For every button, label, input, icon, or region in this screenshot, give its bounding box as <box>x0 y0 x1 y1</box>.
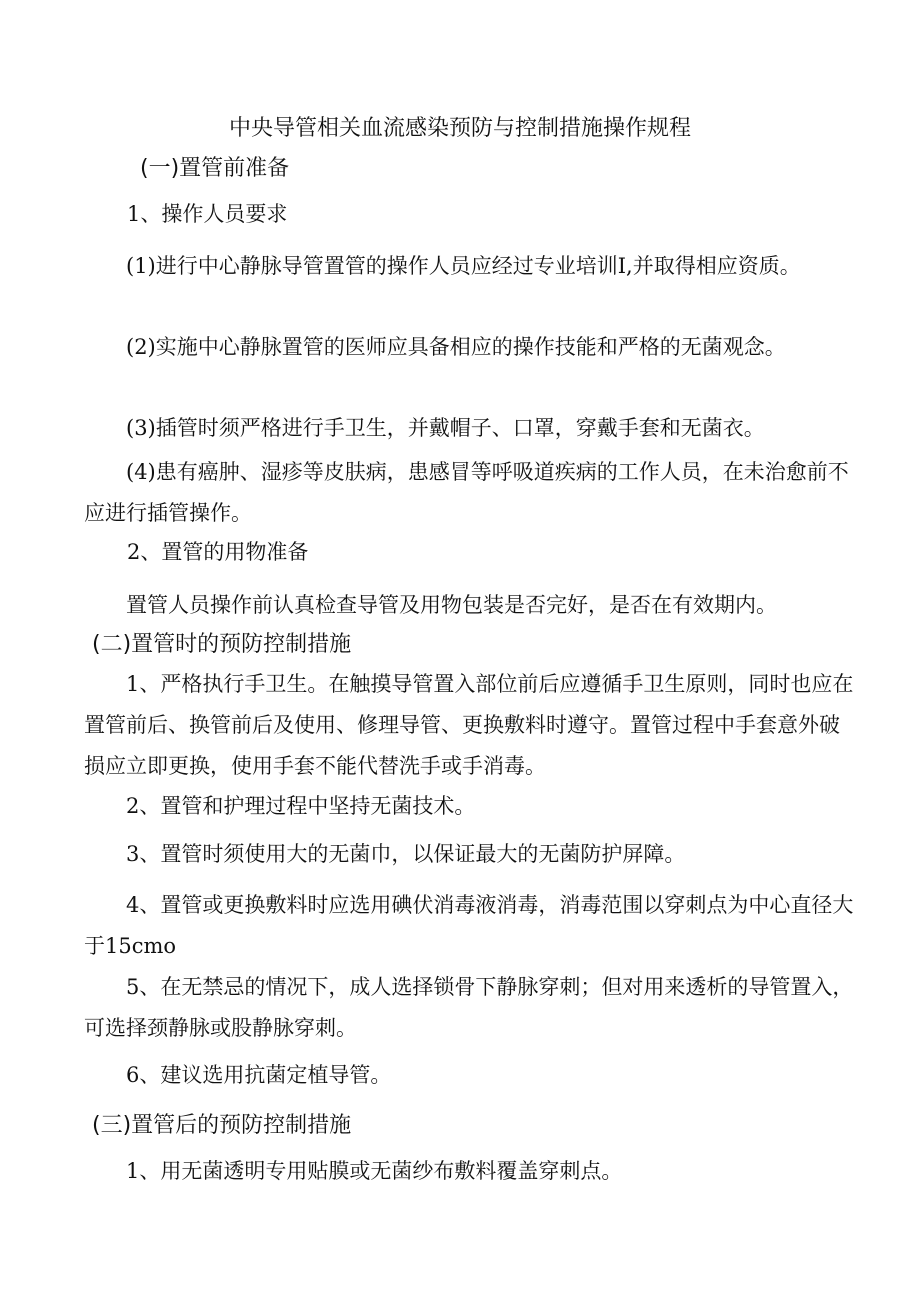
paragraph-1-2: (2)实施中心静脉置管的医师应具备相应的操作技能和严格的无菌观念。 <box>126 335 786 359</box>
paragraph-2-4: 4、置管或更换敷料时应选用碘伏消毒液消毒，消毒范围以穿刺点为中心直径大于15cmo <box>84 893 854 958</box>
paragraph-1-5: 置管人员操作前认真检查导管及用物包装是否完好，是否在有效期内。 <box>126 593 777 617</box>
document-title: 中央导管相关血流感染预防与控制措施操作规程 <box>228 116 691 141</box>
paragraph-3-1: 1、用无菌透明专用贴膜或无菌纱布敷料覆盖穿刺点。 <box>126 1159 623 1183</box>
paragraph-2-3: 3、置管时须使用大的无菌巾，以保证最大的无菌防护屏障。 <box>126 842 686 866</box>
paragraph-1-1: (1)进行中心静脉导管置管的操作人员应经过专业培训I,并取得相应资质。 <box>126 254 801 278</box>
paragraph-1-4: (4)患有癌肿、湿疹等皮肤病，患感冒等呼吸道疾病的工作人员，在未治愈前不应进行插管操作。 <box>84 460 849 525</box>
paragraph-2-6: 6、建议选用抗菌定植导管。 <box>126 1063 392 1087</box>
section-heading-2: (二)置管时的预防控制措施 <box>92 632 352 657</box>
paragraph-1-3: (3)插管时须严格进行手卫生，并戴帽子、口罩，穿戴手套和无菌衣。 <box>126 416 765 440</box>
paragraph-2-1: 1、严格执行手卫生。在触摸导管置入部位前后应遵循手卫生原则，同时也应在置管前后、换管前后及使用、修理导管、更换敷料时遵守。置管过程中手套意外破损应立即更换，使用手套不能代替洗手或手消毒。 <box>84 672 854 778</box>
paragraph-2-2: 2、置管和护理过程中坚持无菌技术。 <box>126 794 476 818</box>
subsection-heading-1: 1、操作人员要求 <box>127 202 288 226</box>
section-heading-1: (一)置管前准备 <box>140 156 290 181</box>
subsection-heading-2: 2、置管的用物准备 <box>127 540 309 564</box>
section-heading-3: (三)置管后的预防控制措施 <box>92 1113 352 1138</box>
paragraph-2-5: 5、在无禁忌的情况下，成人选择锁骨下静脉穿刺；但对用来透析的导管置入，可选择颈静脉或股静脉穿刺。 <box>84 975 854 1040</box>
